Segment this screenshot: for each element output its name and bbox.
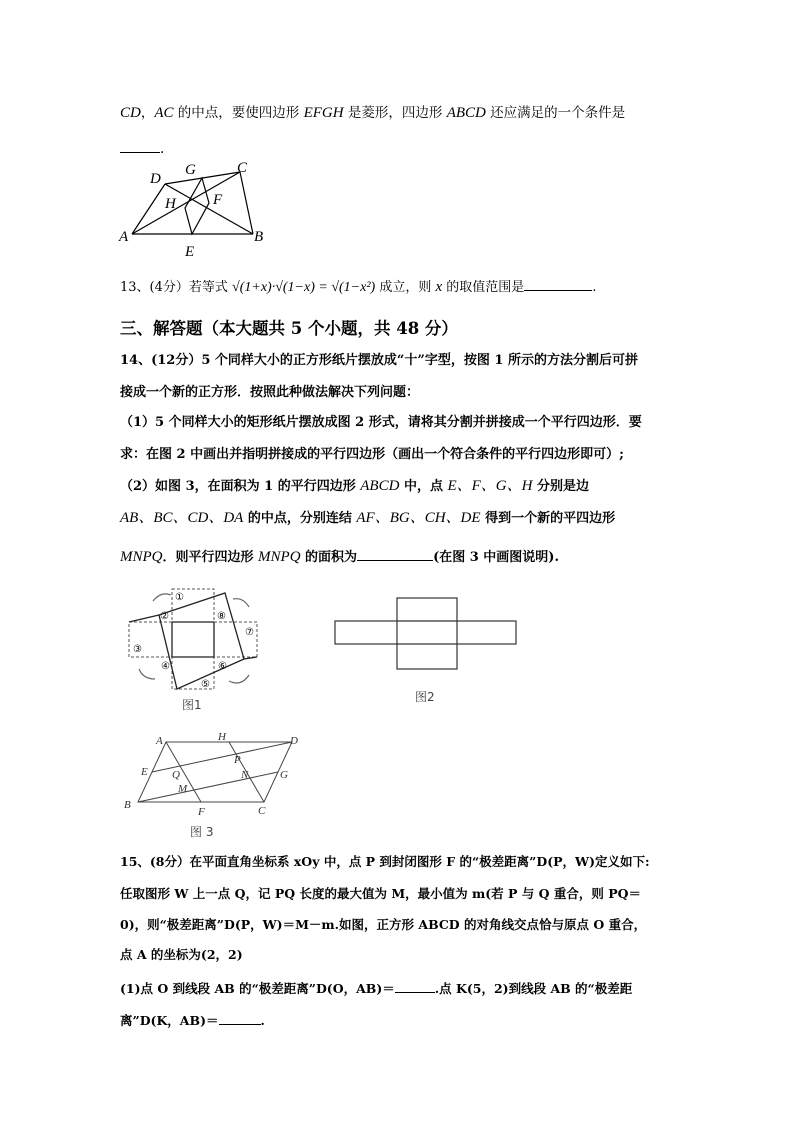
- q12-comma: ，: [140, 105, 155, 121]
- q13-expression: √(1+x)·√(1−x) = √(1−x²): [232, 280, 376, 295]
- fig3-label-q: Q: [172, 769, 180, 781]
- fig3-label-n: N: [241, 769, 249, 781]
- fig1-arrow-bottom-right: [229, 675, 249, 683]
- fig3-label-a: A: [156, 735, 163, 747]
- q14-l6-b: 的中点，分别连结: [243, 511, 357, 526]
- fig1-label-1: ①: [175, 592, 184, 603]
- q12-label-h: H: [165, 196, 176, 212]
- q15-l6-a: 离”D(K，AB)＝: [120, 1013, 219, 1028]
- fig1-diag1: [129, 615, 159, 622]
- q13-answer-blank[interactable]: [524, 276, 592, 291]
- q15-l5-b: .点 K(5，2)到线段 AB 的“极差距: [434, 981, 633, 996]
- q14-fig1-caption: 图1: [182, 698, 202, 712]
- fig1-arrow-bottom-left: [139, 669, 155, 679]
- q14-l5-e: 分别是边: [532, 479, 590, 494]
- q12-seg-ac: AC: [154, 105, 174, 121]
- q14-figure2: [334, 597, 520, 671]
- q14-line3: （1）5 个同样大小的矩形纸片摆放成图 2 形式，请将其分割并拼接成一个平行四边形．要: [120, 415, 642, 430]
- fig3-label-b: B: [124, 799, 131, 811]
- fig1-arrow-top-left: [153, 594, 171, 601]
- q13-middle: 成立，则: [375, 280, 436, 295]
- q14-line1: 14、(12分）5 个同样大小的正方形纸片摆放成“十”字型，按图 1 所示的方法分割后可拼: [120, 353, 638, 368]
- q14-line5: [120, 477, 589, 496]
- q14-fig3-caption: 图 3: [190, 825, 214, 839]
- q12-figure: [115, 158, 275, 260]
- q14-line6: [120, 509, 615, 528]
- q12-text-b: 是菱形，四边形: [343, 105, 447, 121]
- q15-answer-blank-1[interactable]: [395, 978, 435, 993]
- q15-line5: [120, 978, 632, 998]
- q14-line7: [120, 546, 559, 567]
- q14-line4: 求：在图 2 中画出并指明拼接成的平行四边形（画出一个符合条件的平行四边形即可）;: [120, 447, 624, 462]
- q12-text-c: 还应满足的一个条件是: [485, 105, 626, 121]
- fig3-label-m: M: [178, 783, 188, 795]
- q14-l7-mnpq: MNPQ: [120, 549, 163, 565]
- q15-line6: [120, 1010, 265, 1030]
- q15-l5-a: (1)点 O 到线段 AB 的“极差距离”D(O，AB)＝: [120, 981, 395, 996]
- fig3-label-d: D: [290, 735, 298, 747]
- q15-line1: 15、(8分）在平面直角坐标系 xOy 中，点 P 到封闭图形 F 的“极差距离”D(P，W)定义如下:: [120, 854, 650, 869]
- q14-fig2-caption: 图2: [415, 690, 435, 704]
- q12-diag-bd: [165, 184, 253, 234]
- q14-l7-b: ．则平行四边形: [162, 550, 259, 565]
- q14-l7-mnpq2: MNPQ: [258, 549, 301, 565]
- q12-diag-ac: [132, 172, 240, 234]
- q12-label-e: E: [185, 244, 195, 260]
- q15-l6-b: .: [260, 1013, 265, 1028]
- q13-suffix: 的取值范围是: [442, 280, 525, 295]
- fig3-label-g: G: [280, 769, 288, 781]
- q14-line2: 接成一个新的正方形．按照此种做法解决下列问题：: [120, 385, 420, 400]
- fig1-label-4: ④: [161, 661, 170, 672]
- section3-title: 三、解答题（本大题共 5 个小题，共 48 分）: [120, 319, 458, 338]
- q12-label-g: G: [185, 162, 196, 178]
- q13-var: x: [435, 279, 443, 295]
- q14-figure3: [118, 728, 304, 820]
- fig3-label-c: C: [258, 805, 266, 817]
- q15-line2: 任取图形 W 上一点 Q，记 PQ 长度的最大值为 M，最小值为 m(若 P 与 Q 重合，则 PQ＝: [120, 886, 641, 901]
- q15-line4: 点 A 的坐标为(2，2): [120, 947, 243, 962]
- q12-label-f: F: [213, 192, 223, 208]
- q12-line2: [120, 138, 164, 158]
- q12-label-d: D: [150, 171, 161, 187]
- q13-line: [120, 276, 596, 297]
- fig1-label-2: ②: [160, 611, 169, 622]
- q12-abcd: ABCD: [446, 105, 486, 121]
- q14-l6-segs: AF、BG、CH、DE: [356, 510, 481, 526]
- fig3-label-h: H: [218, 731, 226, 743]
- q12-period: .: [160, 141, 165, 157]
- q12-efgh: EFGH: [303, 105, 344, 121]
- fig3-seg-bg: [138, 772, 278, 802]
- q14-l7-e: (在图 3 中画图说明).: [433, 550, 559, 565]
- q14-l6-sides: AB、BC、CD、DA: [120, 510, 244, 526]
- q14-l5-efgh: E、F、G、H: [447, 478, 533, 494]
- q12-answer-blank[interactable]: [120, 138, 160, 153]
- fig2-vertical-bar: [397, 598, 457, 669]
- q12-text-a: 的中点，要使四边形: [173, 105, 304, 121]
- fig3-label-f: F: [198, 806, 205, 818]
- fig3-parallelogram: [138, 742, 292, 802]
- fig1-diag2: [244, 657, 257, 659]
- fig1-label-6: ⑥: [218, 661, 227, 672]
- q12-label-b: B: [254, 229, 264, 245]
- q13-prefix: 13、(4分）若等式: [120, 280, 228, 295]
- fig1-arrow-top-right: [233, 599, 249, 607]
- q14-figure1: [125, 585, 265, 697]
- q12-quad-efgh: [185, 178, 209, 234]
- fig3-label-p: P: [234, 754, 241, 766]
- q12-edge-da: [132, 184, 165, 234]
- fig1-label-5: ⑤: [201, 679, 210, 690]
- q15-answer-blank-2[interactable]: [219, 1010, 261, 1025]
- fig3-seg-de: [152, 742, 292, 772]
- q14-l5-abcd: ABCD: [360, 478, 400, 494]
- fig1-label-7: ⑦: [245, 627, 254, 638]
- fig1-label-8: ⑧: [217, 611, 226, 622]
- q14-l5-c: 中，点: [399, 479, 448, 494]
- q12-edge-bc: [240, 172, 253, 234]
- q14-l6-d: 得到一个新的平四边形: [480, 511, 616, 526]
- q14-l5-a: （2）如图 3，在面积为 1 的平行四边形: [120, 479, 361, 494]
- q12-line1: [120, 104, 625, 122]
- fig3-label-e: E: [141, 766, 148, 778]
- q15-line3: 0)，则“极差距离”D(P，W)＝M－m.如图，正方形 ABCD 的对角线交点恰与原点 O 重合，: [120, 917, 647, 932]
- q14-answer-blank[interactable]: [357, 546, 433, 561]
- fig1-label-3: ③: [133, 644, 142, 655]
- q12-seg-cd: CD: [120, 105, 141, 121]
- q13-end: .: [592, 280, 597, 295]
- q12-label-c: C: [237, 160, 248, 176]
- q14-l7-d: 的面积为: [300, 550, 358, 565]
- q12-label-a: A: [119, 229, 129, 245]
